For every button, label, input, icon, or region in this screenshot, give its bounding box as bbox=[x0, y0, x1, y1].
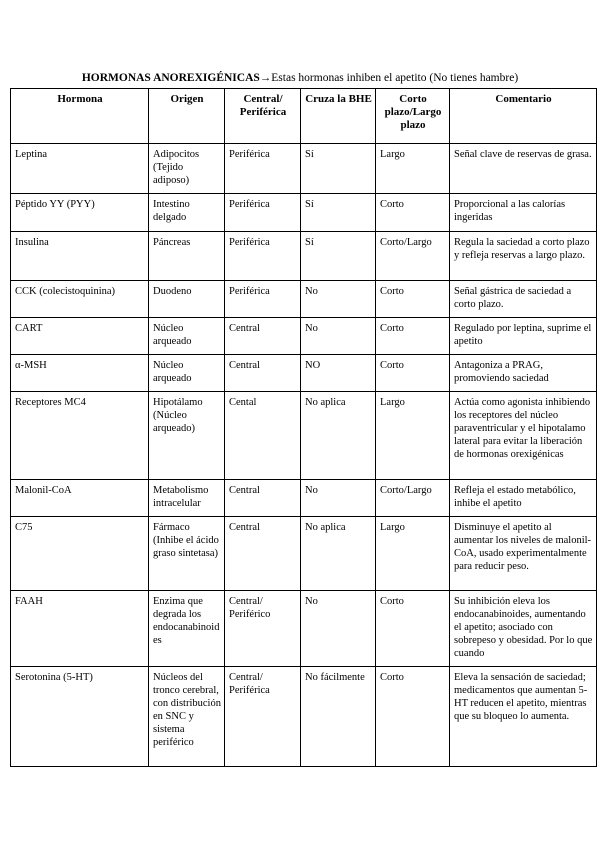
header-cruza-bhe: Cruza la BHE bbox=[301, 89, 376, 144]
hormona-cell: Insulina bbox=[11, 232, 149, 281]
page-title bbox=[0, 72, 600, 84]
cruza-bhe-cell: No bbox=[301, 318, 376, 355]
table-row bbox=[11, 232, 597, 281]
table-row bbox=[11, 144, 597, 194]
comentario-cell: Actúa como agonista inhibiendo los receptores del núcleo paraventricular y el hipotalamo lateral para evitar la liberación de hormonas orexigénicas bbox=[450, 392, 597, 480]
hormona-cell: Leptina bbox=[11, 144, 149, 194]
origen-cell: Metabolismo intracelular bbox=[149, 480, 225, 517]
plazo-cell: Corto bbox=[376, 667, 450, 767]
table-row bbox=[11, 355, 597, 392]
plazo-cell: Corto/Largo bbox=[376, 480, 450, 517]
central-periferica-cell: Central/ Periférico bbox=[225, 591, 301, 667]
central-periferica-cell: Periférica bbox=[225, 232, 301, 281]
plazo-cell: Corto bbox=[376, 194, 450, 232]
plazo-cell: Corto/Largo bbox=[376, 232, 450, 281]
hormona-cell: Receptores MC4 bbox=[11, 392, 149, 480]
plazo-cell: Corto bbox=[376, 318, 450, 355]
cruza-bhe-cell: NO bbox=[301, 355, 376, 392]
table-row bbox=[11, 517, 597, 591]
hormona-cell: α-MSH bbox=[11, 355, 149, 392]
central-periferica-cell: Periférica bbox=[225, 144, 301, 194]
title-bold: HORMONAS ANOREXIGÉNICAS bbox=[81, 72, 260, 84]
central-periferica-cell: Periférica bbox=[225, 281, 301, 318]
header-comentario: Comentario bbox=[450, 89, 597, 144]
cruza-bhe-cell: Sí bbox=[301, 144, 376, 194]
comentario-cell: Refleja el estado metabólico, inhibe el apetito bbox=[450, 480, 597, 517]
table-row bbox=[11, 392, 597, 480]
origen-cell: Hipotálamo (Núcleo arqueado) bbox=[149, 392, 225, 480]
central-periferica-cell: Periférica bbox=[225, 194, 301, 232]
hormona-cell: Péptido YY (PYY) bbox=[11, 194, 149, 232]
origen-cell: Núcleo arqueado bbox=[149, 318, 225, 355]
table-header-row bbox=[11, 89, 597, 144]
comentario-cell: Disminuye el apetito al aumentar los niveles de malonil-CoA, usado experimentalmente para reducir peso. bbox=[450, 517, 597, 591]
origen-cell: Enzima que degrada los endocanabinoides bbox=[149, 591, 225, 667]
origen-cell: Páncreas bbox=[149, 232, 225, 281]
comentario-cell: Proporcional a las calorías ingeridas bbox=[450, 194, 597, 232]
table-row bbox=[11, 194, 597, 232]
header-central-periferica: Central/ Periférica bbox=[225, 89, 301, 144]
plazo-cell: Largo bbox=[376, 392, 450, 480]
comentario-cell: Regulado por leptina, suprime el apetito bbox=[450, 318, 597, 355]
cruza-bhe-cell: No aplica bbox=[301, 392, 376, 480]
origen-cell: Núcleos del tronco cerebral, con distribución en SNC y sistema periférico bbox=[149, 667, 225, 767]
cruza-bhe-cell: No bbox=[301, 281, 376, 318]
title-rest: →Estas hormonas inhiben el apetito (No tienes hambre) bbox=[259, 72, 519, 84]
comentario-cell: Regula la saciedad a corto plazo y refleja reservas a largo plazo. bbox=[450, 232, 597, 281]
header-origen: Origen bbox=[149, 89, 225, 144]
origen-cell: Adipocitos (Tejido adiposo) bbox=[149, 144, 225, 194]
comentario-cell: Su inhibición eleva los endocanabinoides, aumentando el apetito; asociado con sobrepeso y obesidad. Por lo que cuando bbox=[450, 591, 597, 667]
central-periferica-cell: Central bbox=[225, 318, 301, 355]
plazo-cell: Largo bbox=[376, 144, 450, 194]
header-plazo: Corto plazo/Largo plazo bbox=[376, 89, 450, 144]
cruza-bhe-cell: No fácilmente bbox=[301, 667, 376, 767]
origen-cell: Fármaco (Inhibe el ácido graso sintetasa) bbox=[149, 517, 225, 591]
plazo-cell: Corto bbox=[376, 281, 450, 318]
hormona-cell: Serotonina (5-HT) bbox=[11, 667, 149, 767]
table-row bbox=[11, 318, 597, 355]
comentario-cell: Señal clave de reservas de grasa. bbox=[450, 144, 597, 194]
cruza-bhe-cell: No bbox=[301, 480, 376, 517]
origen-cell: Núcleo arqueado bbox=[149, 355, 225, 392]
comentario-cell: Eleva la sensación de saciedad; medicamentos que aumentan 5-HT reducen el apetito, mientras que su bloqueo lo aumenta. bbox=[450, 667, 597, 767]
cruza-bhe-cell: No aplica bbox=[301, 517, 376, 591]
central-periferica-cell: Cental bbox=[225, 392, 301, 480]
central-periferica-cell: Central bbox=[225, 517, 301, 591]
central-periferica-cell: Central/ Periférica bbox=[225, 667, 301, 767]
table-row bbox=[11, 281, 597, 318]
hormona-cell: CART bbox=[11, 318, 149, 355]
plazo-cell: Largo bbox=[376, 517, 450, 591]
hormona-cell: CCK (colecistoquinina) bbox=[11, 281, 149, 318]
origen-cell: Intestino delgado bbox=[149, 194, 225, 232]
cruza-bhe-cell: No bbox=[301, 591, 376, 667]
table-row bbox=[11, 591, 597, 667]
cruza-bhe-cell: Sí bbox=[301, 232, 376, 281]
cruza-bhe-cell: Sí bbox=[301, 194, 376, 232]
plazo-cell: Corto bbox=[376, 591, 450, 667]
hormona-cell: C75 bbox=[11, 517, 149, 591]
hormona-cell: FAAH bbox=[11, 591, 149, 667]
hormone-table bbox=[10, 88, 597, 767]
hormona-cell: Malonil-CoA bbox=[11, 480, 149, 517]
table-row bbox=[11, 480, 597, 517]
central-periferica-cell: Central bbox=[225, 480, 301, 517]
origen-cell: Duodeno bbox=[149, 281, 225, 318]
table-row bbox=[11, 667, 597, 767]
comentario-cell: Antagoniza a PRAG, promoviendo saciedad bbox=[450, 355, 597, 392]
plazo-cell: Corto bbox=[376, 355, 450, 392]
header-hormona: Hormona bbox=[11, 89, 149, 144]
central-periferica-cell: Central bbox=[225, 355, 301, 392]
comentario-cell: Señal gástrica de saciedad a corto plazo. bbox=[450, 281, 597, 318]
